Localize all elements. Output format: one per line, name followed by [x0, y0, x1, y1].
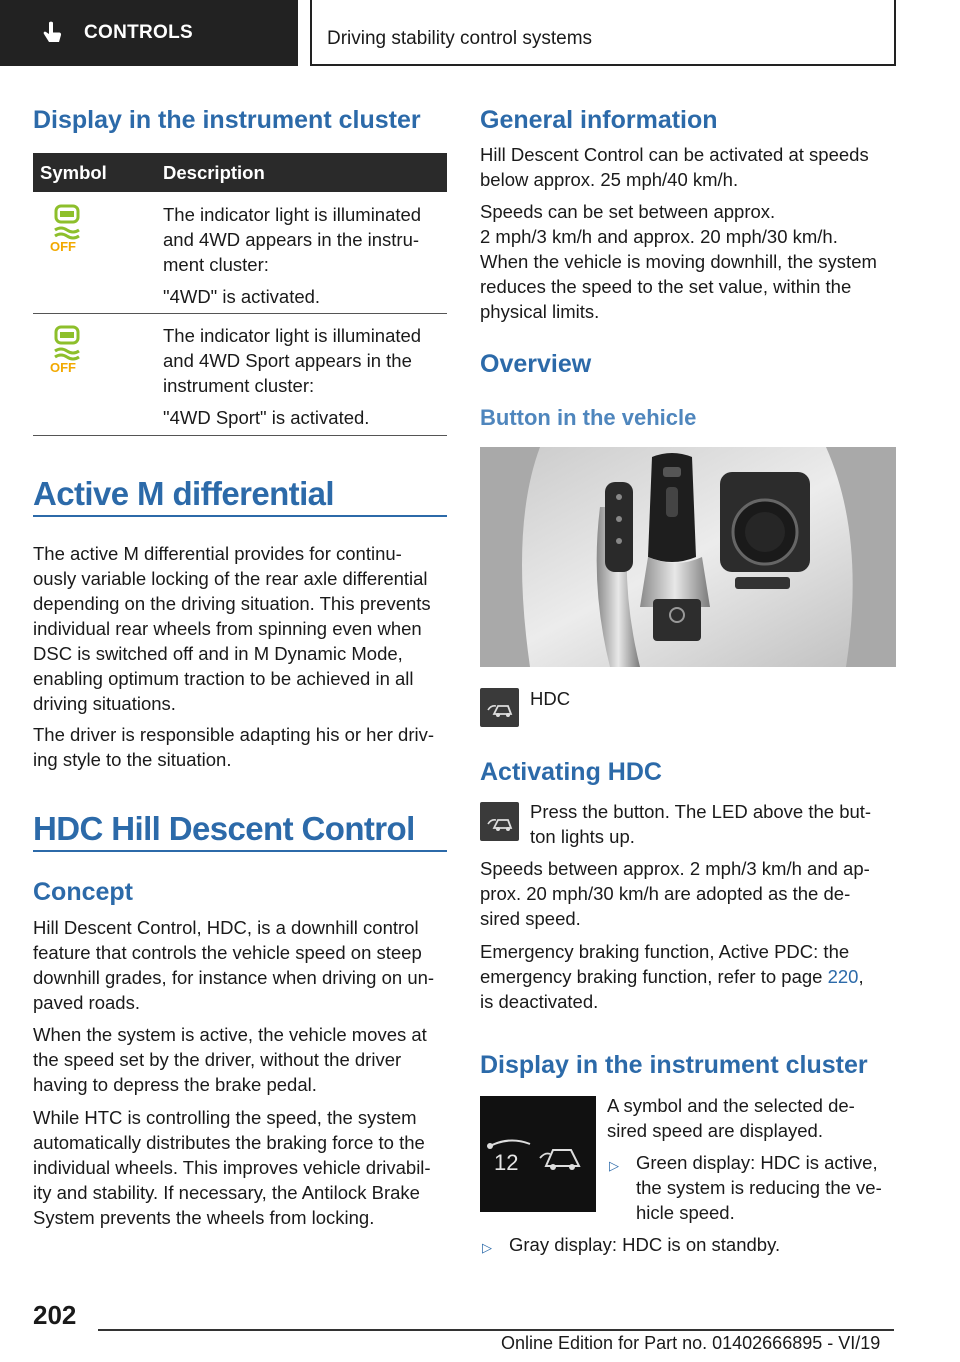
col-symbol: Symbol: [40, 162, 107, 183]
chapter-tab: [0, 0, 298, 66]
concept-paragraph-1: Hill Descent Control, HDC, is a downhill control feature that controls the vehicle speed on steep downhill grades, for instance when driving on un- paved roads.: [33, 917, 435, 1013]
concept-heading: Concept: [33, 878, 133, 906]
activating-paragraph-3: Emergency braking function, Active PDC: the emergency braking function, refer to page 220, is deactivated.: [480, 941, 864, 1012]
center-console-photo: [480, 447, 896, 667]
general-heading: General information: [480, 106, 718, 134]
row2-desc-4: "4WD Sport" is activated.: [163, 407, 370, 428]
button-in-vehicle-heading: Button in the vehicle: [480, 405, 697, 430]
bullet-gray-display: Gray display: HDC is on standby.: [509, 1234, 781, 1255]
footer-rule: [98, 1329, 894, 1331]
hdc-heading: HDC Hill Descent Control: [33, 810, 415, 847]
activating-hdc-heading: Activating HDC: [480, 758, 662, 786]
page-220-link[interactable]: 220: [827, 966, 859, 987]
svg-text:OFF: OFF: [50, 360, 76, 373]
svg-text:12: 12: [494, 1150, 519, 1175]
active-m-paragraph-2: The driver is responsible adapting his or her driv- ing style to the situation.: [33, 724, 435, 770]
display-paragraph-1: A symbol and the selected de- sired speed are displayed.: [607, 1095, 855, 1141]
bullet-triangle-icon: ▷: [609, 1158, 619, 1173]
heading-rule: [33, 515, 447, 517]
hdc-cluster-display: [480, 1096, 596, 1212]
active-m-paragraph-1: The active M differential provides for continu- ously variable locking of the rear axle differential depending on the driving situation. This prevents individual rear wheels from spinning even when DSC is switched off and in M Dynamic Mode, enabling optimum traction to be achieved in all driving situations.: [33, 543, 431, 714]
4wd-off-icon: [50, 204, 86, 257]
section-title: Driving stability control systems: [327, 28, 593, 49]
col-description: Description: [163, 162, 265, 183]
concept-paragraph-2: When the system is active, the vehicle moves at the speed set by the driver, without the driver having to depress the brake pedal.: [33, 1024, 427, 1095]
overview-heading: Overview: [480, 350, 592, 378]
bullet-triangle-icon: ▷: [482, 1240, 492, 1255]
bullet-green-display: Green display: HDC is active, the system is reducing the ve- hicle speed.: [636, 1152, 882, 1223]
row2-desc-2: and 4WD Sport appears in the: [163, 350, 412, 371]
page-header: [0, 0, 960, 66]
general-paragraph-1: Hill Descent Control can be activated at speeds below approx. 25 mph/40 km/h.: [480, 144, 869, 190]
symbol-table-header: [33, 153, 447, 192]
hand-pointer-icon: [40, 19, 68, 47]
hdc-button-icon: [480, 802, 519, 841]
row1-desc-3: ment cluster:: [163, 254, 269, 275]
general-paragraph-2: Speeds can be set between approx. 2 mph/3 km/h and approx. 20 mph/30 km/h. When the vehicle is moving downhill, the system reduces the speed to the set value, within the physical limits.: [480, 201, 877, 322]
active-m-heading: Active M differential: [33, 475, 334, 512]
hdc-label: HDC: [530, 688, 571, 709]
activating-paragraph-1: Press the button. The LED above the but- ton lights up.: [530, 801, 872, 847]
display-heading-right: Display in the instrument cluster: [480, 1051, 868, 1079]
activating-paragraph-2: Speeds between approx. 2 mph/3 km/h and ap- prox. 20 mph/30 km/h are adopted as the de- sired speed.: [480, 858, 870, 929]
row1-desc-1: The indicator light is illuminated: [163, 204, 422, 225]
row2-desc-3: instrument cluster:: [163, 375, 315, 396]
display-heading-left: Display in the instrument cluster: [33, 106, 421, 134]
edition-note: Online Edition for Part no. 01402666895 - VI/19: [501, 1333, 881, 1353]
row2-desc-1: The indicator light is illuminated: [163, 325, 422, 346]
4wd-sport-off-icon: [50, 325, 86, 378]
chapter-label: CONTROLS: [84, 22, 194, 43]
page-number: 202: [33, 1300, 77, 1330]
hdc-icon: [480, 688, 519, 727]
row1-desc-4: "4WD" is activated.: [163, 286, 321, 307]
table-row-divider: [33, 313, 447, 314]
svg-text:OFF: OFF: [50, 239, 76, 252]
row1-desc-2: and 4WD appears in the instru-: [163, 229, 420, 250]
heading-rule: [33, 850, 447, 852]
concept-paragraph-3: While HTC is controlling the speed, the system automatically distributes the braking force to the individual wheels. This improves vehicle drivabil- ity and stability. If necessary, the Antilock Brake System prevents the wheels from locking.: [33, 1107, 431, 1228]
table-row-divider: [33, 435, 447, 436]
